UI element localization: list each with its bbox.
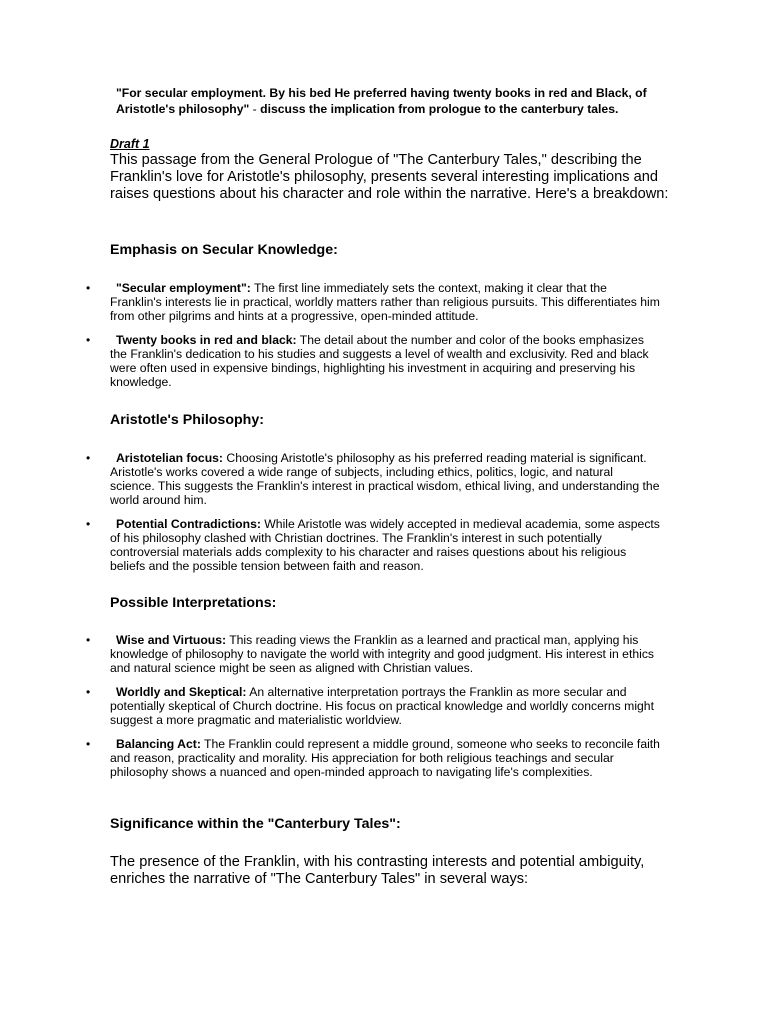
bullet-lead: Potential Contradictions: — [116, 517, 261, 531]
closing-paragraph: The presence of the Franklin, with his contrasting interests and potential ambiguity, enriches the narrative of "The Canterbury Tales" in several ways: — [110, 854, 645, 887]
list-item — [0, 633, 660, 675]
bullet-text: While Aristotle was widely accepted in medieval academia, some aspects of his philosophy clashed with Christian doctrines. The Franklin's interest in such potentially controversial materials adds complexity to his character and raises questions about his religious beliefs and the possible tension between faith and reason. — [110, 517, 660, 573]
question-dash: - — [249, 101, 261, 116]
essay-question — [116, 86, 656, 117]
bullet-lead: Balancing Act: — [116, 737, 201, 751]
bullet-dot: • — [86, 451, 91, 465]
heading-possible-interpretations: Possible Interpretations: — [110, 595, 277, 611]
bullet-dot: • — [86, 685, 91, 699]
question-rest: discuss the implication from prologue to the canterbury tales. — [260, 101, 619, 116]
bullet-text: An alternative interpretation portrays the Franklin as more secular and potentially skeptical of Church doctrine. His focus on practical knowledge and worldly concerns might suggest a more pragmatic and materialistic worldview. — [110, 685, 654, 727]
list-possible-interpretations — [0, 633, 768, 789]
bullet-text: The first line immediately sets the context, making it clear that the Franklin's interests lie in practical, worldly matters rather than religious pursuits. This differentiates him from other pilgrims and hints at a progressive, open-minded attitude. — [110, 281, 660, 323]
bullet-lead: Aristotelian focus: — [116, 451, 223, 465]
list-secular-knowledge — [0, 281, 768, 399]
bullet-dot: • — [86, 281, 91, 295]
bullet-dot: • — [86, 517, 91, 531]
bullet-lead: Worldly and Skeptical: — [116, 685, 247, 699]
list-item — [0, 737, 660, 779]
intro-paragraph: This passage from the General Prologue of "The Canterbury Tales," describing the Franklin's love for Aristotle's philosophy, presents several interesting implications and raises questions about his character and role within the narrative. Here's a breakdown: — [110, 152, 669, 202]
heading-significance: Significance within the "Canterbury Tales": — [110, 816, 401, 832]
list-item — [0, 333, 660, 389]
bullet-dot: • — [86, 737, 91, 751]
bullet-text: The detail about the number and color of the books emphasizes the Franklin's dedication to his studies and suggests a level of wealth and exclusivity. Red and black were often used in expensive bindings, highlighting his investment in acquiring and preserving his knowledge. — [110, 333, 649, 389]
draft-label: Draft 1 — [110, 137, 150, 151]
bullet-text: Choosing Aristotle's philosophy as his preferred reading material is significant. Aristotle's works covered a wide range of subjects, including ethics, politics, logic, and natural science. This suggests the Franklin's interest in practical wisdom, ethical living, and understanding the world around him. — [110, 451, 660, 507]
list-item — [0, 517, 660, 573]
bullet-dot: • — [86, 333, 91, 347]
bullet-text: This reading views the Franklin as a learned and practical man, applying his knowledge of philosophy to navigate the world with integrity and good judgment. His interest in ethics and natural science might be seen as aligned with Christian values. — [110, 633, 655, 675]
bullet-text: The Franklin could represent a middle ground, someone who seeks to reconcile faith and reason, practicality and morality. His appreciation for both religious teachings and secular philosophy shows a nuanced and open-minded approach to navigating life's complexities. — [110, 737, 660, 779]
heading-aristotle-philosophy: Aristotle's Philosophy: — [110, 412, 264, 428]
bullet-lead: Twenty books in red and black: — [116, 333, 297, 347]
bullet-dot: • — [86, 633, 91, 647]
list-item — [0, 451, 660, 507]
list-aristotle-philosophy — [0, 451, 768, 583]
list-item — [0, 685, 660, 727]
heading-secular-knowledge: Emphasis on Secular Knowledge: — [110, 242, 338, 258]
bullet-lead: Wise and Virtuous: — [116, 633, 227, 647]
list-item — [0, 281, 660, 323]
question-quote: "For secular employment. By his bed He preferred having twenty books in red and Black, of Aristotle's philosophy" — [116, 86, 647, 116]
bullet-lead: "Secular employment": — [116, 281, 251, 295]
